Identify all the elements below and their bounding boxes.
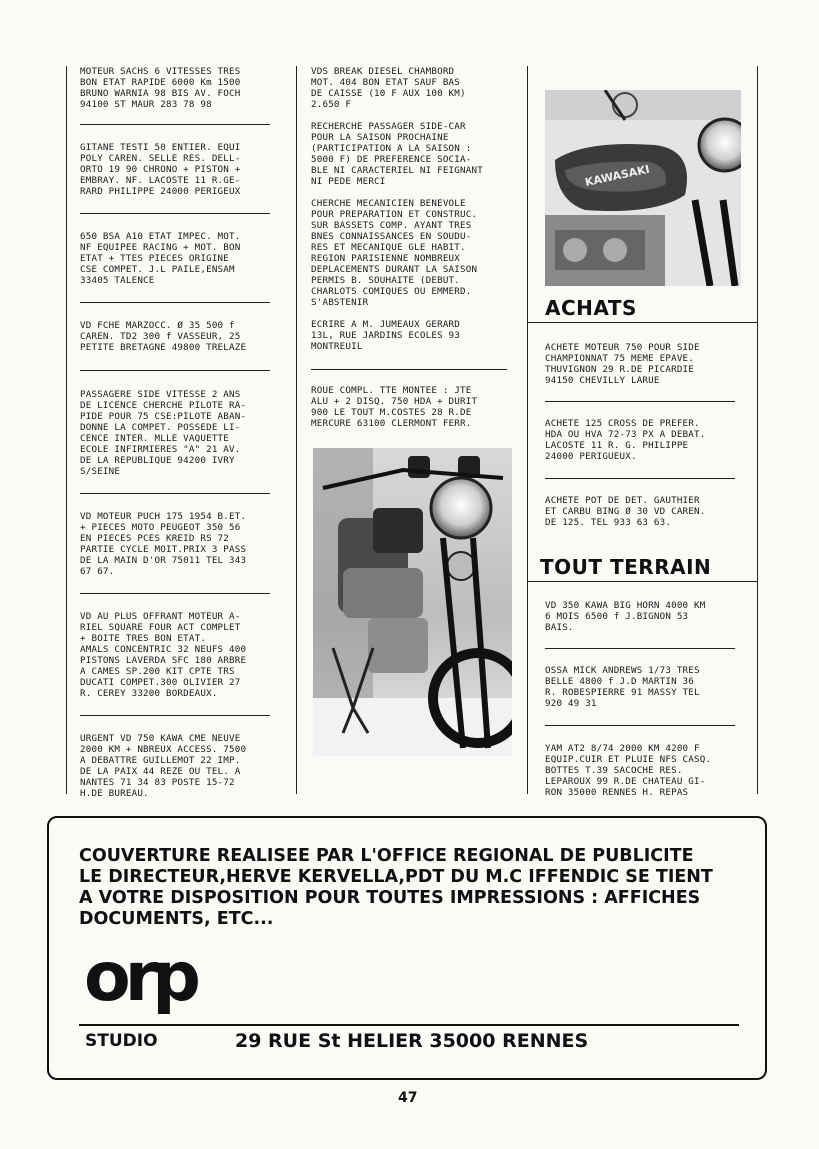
classified-ad: MOTEUR SACHS 6 VITESSES TRES BON ETAT RAPIDE 6000 Km 1500 BRUNO WARNIA 98 BIS AV. FOCH 94100 ST MAUR 283 78 98	[80, 66, 241, 110]
column-divider-2-3	[527, 66, 528, 794]
advert-footer-line: COUVERTURE REALISEE PAR L'OFFICE REGIONAL DE PUBLICITE	[79, 846, 694, 866]
orp-logo	[84, 948, 214, 1018]
motorcycle-photo-engine	[313, 448, 512, 756]
classified-ad: 650 BSA A10 ETAT IMPEC. MOT. NF EQUIPEE RACING + MOT. BON ETAT + TTES PIECES ORIGINE CSE COMPET. J.L PAILE,ENSAM 33405 TALENCE	[80, 231, 241, 286]
achats-rule-top	[527, 322, 757, 323]
classified-ad: ROUE COMPL. TTE MONTEE : JTE ALU + 2 DISQ. 750 HDA + DURIT 900 LE TOUT M.COSTES 28 R.DE MERCURE 63100 CLERMONT FERR.	[311, 385, 478, 429]
classified-ad: VD MOTEUR PUCH 175 1954 B.ET. + PIECES MOTO PEUGEOT 350 56 EN PIECES PCES KREID RS 72 PARTIE CYCLE MOIT.PRIX 3 PASS DE LA MAIN D'OR 75011 TEL 343 67 67.	[80, 511, 247, 577]
tt-rule-top	[527, 581, 757, 582]
orp-logo-text: orp	[84, 948, 195, 1017]
section-title-achats: ACHATS	[545, 296, 637, 320]
classified-ad: VD AU PLUS OFFRANT MOTEUR A- RIEL SQUARE FOUR ACT COMPLET + BOITE TRES BON ETAT. AMALS CONCENTRIC 32 NEUFS 400 PISTONS LAVERDA SFC 180 ARBRE A CAMES SP.200 KIT CPTE TRS DUCATI COMPET.300 OLIVIER 27 R. CEREY 33200 BORDEAUX.	[80, 611, 247, 699]
classified-ad: VD 350 KAWA BIG HORN 4000 KM 6 MOIS 6500 f J.BIGNON 53 BAIS.	[545, 600, 706, 633]
ad-separator	[80, 593, 270, 594]
classified-ad: URGENT VD 750 KAWA CME NEUVE 2000 KM + NBREUX ACCESS. 7500 A DEBATTRE GUILLEMOT 22 IMP. DE LA PAIX 44 REZE OU TEL. A NANTES 71 34 83 POSTE 15-72 H.DE BUREAU.	[80, 733, 247, 799]
classified-ad: ACHETE 125 CROSS DE PREFER. HDA OU HVA 72-73 PX A DEBAT. LACOSTE 11 R. G. PHILIPPE 24000 PERIGUEUX.	[545, 418, 706, 462]
classified-ad: OSSA MICK ANDREWS 1/73 TRES BELLE 4800 f J.D MARTIN 36 R. ROBESPIERRE 91 MASSY TEL 920 49 31	[545, 665, 700, 709]
classified-ad: ACHETE MOTEUR 750 POUR SIDE CHAMPIONNAT 75 MEME EPAVE. THUVIGNON 29 R.DE PICARDIE 94150 CHEVILLY LARUE	[545, 342, 700, 386]
motorcycle-photo-kawasaki	[545, 90, 741, 286]
classified-ad: ECRIRE A M. JUMEAUX GERARD 13L, RUE JARDINS ECOLES 93 MONTREUIL	[311, 319, 461, 352]
classified-ad: YAM AT2 8/74 2000 KM 4200 F EQUIP.CUIR ET PLUIE NFS CASQ. BOTTES T.39 SACOCHE RES. LEPAROUX 99 R.DE CHATEAU GI- RON 35000 RENNES H. REPAS	[545, 743, 712, 798]
ad-separator	[545, 401, 735, 402]
classified-ad: CHERCHE MECANICIEN BENEVOLE POUR PREPARATION ET CONSTRUC. SUR BASSETS COMP. AYANT TRES BNES CONNAISSANCES EN SOUDU- RES ET MECANIQUE GLE HABIT. REGION PARISIENNE NOMBREUX DEPLACEMENTS DURANT LA SAISON PERMIS B. SOUHAITE (DEBUT. CHARLOTS COMIQUES OU EMMERD. S'ABSTENIR	[311, 198, 478, 308]
ad-separator	[80, 715, 270, 716]
column-divider-right	[757, 66, 758, 794]
studio-address: 29 RUE St HELIER 35000 RENNES	[235, 1030, 589, 1052]
classified-ad: RECHERCHE PASSAGER SIDE-CAR POUR LA SAISON PROCHAINE (PARTICIPATION A LA SAISON : 5000 F) DE PREFERENCE SOCIA- BLE NI CARACTERIEL NI FEIGNANT NI PEDE MERCI	[311, 121, 483, 187]
advert-footer-line: LE DIRECTEUR,HERVE KERVELLA,PDT DU M.C IFFENDIC SE TIENT	[79, 867, 713, 887]
ad-separator	[80, 493, 270, 494]
classified-ad: VD FCHE MARZOCC. Ø 35 500 f CAREN. TD2 300 f VASSEUR, 25 PETITE BRETAGNE 49800 TRELAZE	[80, 320, 247, 353]
section-title-tout-terrain: TOUT TERRAIN	[540, 555, 712, 579]
advert-footer-line: DOCUMENTS, ETC...	[79, 909, 274, 929]
classified-ad: VDS BREAK DIESEL CHAMBORD MOT. 404 BON ETAT SAUF BAS DE CAISSE (10 F AUX 100 KM) 2.650 F	[311, 66, 466, 110]
ad-separator	[80, 124, 270, 125]
ad-separator	[545, 648, 735, 649]
ad-separator	[80, 370, 270, 371]
ad-separator	[545, 478, 735, 479]
column-divider-left	[66, 66, 67, 794]
ad-separator	[80, 213, 270, 214]
motorcycle-engine-illustration	[313, 448, 512, 756]
ad-separator	[80, 302, 270, 303]
studio-label: STUDIO	[85, 1031, 158, 1051]
page-number: 47	[398, 1090, 418, 1106]
classified-ad: PASSAGERE SIDE VITESSE 2 ANS DE LICENCE CHERCHE PILOTE RA- PIDE POUR 75 CSE:PILOTE ABAN- DONNE LA COMPET. POSSEDE LI- CENCE INTER. MLLE VAQUETTE ECOLE INFIRMIERES "A" 21 AV. DE LA REPUBLIQUE 94200 IVRY S/SEINE	[80, 389, 247, 477]
classified-ad: ACHETE POT DE DET. GAUTHIER ET CARBU BING Ø 30 VD CAREN. DE 125. TEL 933 63 63.	[545, 495, 706, 528]
classified-ad: GITANE TESTI 50 ENTIER. EQUI POLY CAREN. SELLE RES. DELL- ORTO 19 90 CHRONO + PISTON + EMBRAY. NF. LACOSTE 11 R.GE- RARD PHILIPPE 24000 PERIGEUX	[80, 142, 241, 197]
column-divider-1-2	[296, 66, 297, 794]
ad-separator	[311, 369, 507, 370]
advert-footer-box	[47, 816, 767, 1080]
advert-footer-text	[79, 846, 759, 930]
kawasaki-motorcycle-illustration	[545, 90, 741, 286]
ad-separator	[545, 725, 735, 726]
footer-rule	[79, 1024, 739, 1026]
advert-footer-line: A VOTRE DISPOSITION POUR TOUTES IMPRESSIONS : AFFICHES	[79, 888, 701, 908]
tank-brand-text: KAWASAKI	[583, 162, 651, 190]
